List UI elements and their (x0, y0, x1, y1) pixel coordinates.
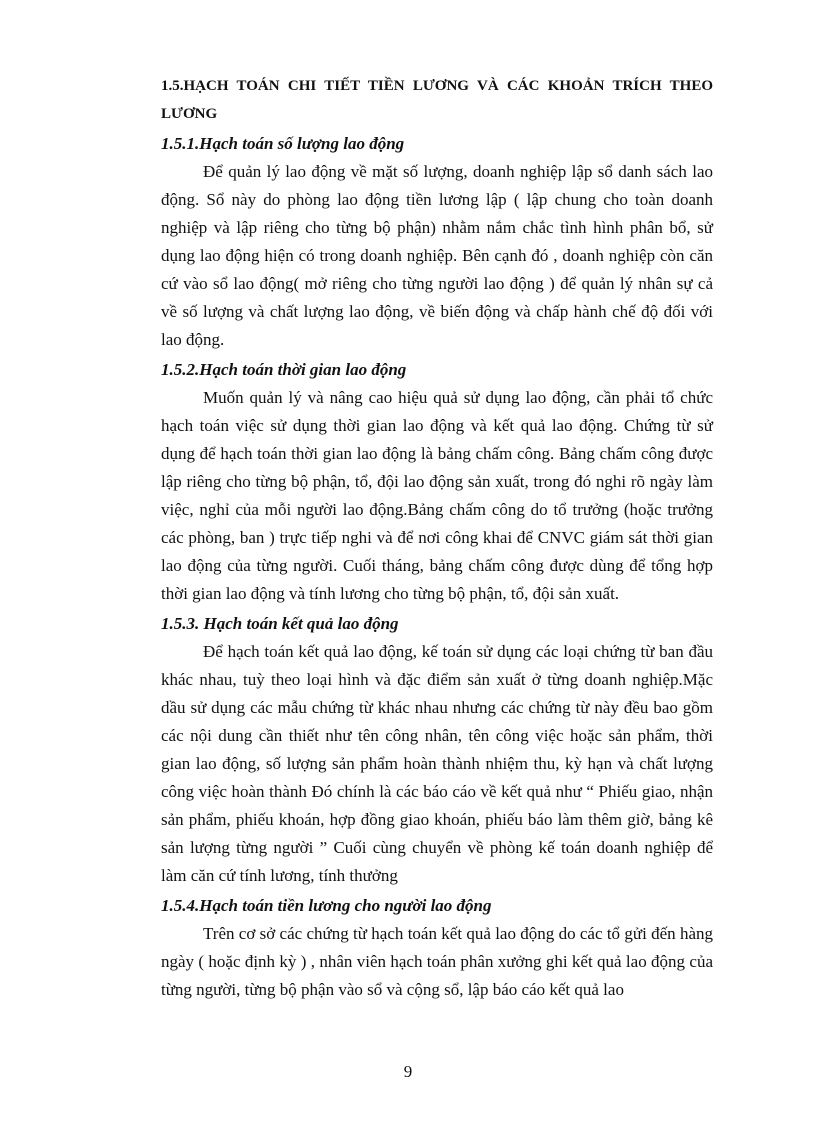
section-body-1-5-3: Để hạch toán kết quả lao động, kế toán sử dụng các loại chứng từ ban đầu khác nhau, tuỳ theo loại hình và đặc điểm sản xuất ở từng doanh nghiệp.Mặc dầu sử dụng các mẫu chứng từ khác nhau nhưng các chứng từ này đều bao gồm các nội dung cần thiết như tên công nhân, tên công việc hoặc sản phẩm, thời gian lao động, số lượng sản phẩm hoàn thành nhiệm thu, kỳ hạn và chất lượng công việc hoàn thành Đó chính là các báo cáo về kết quả như “ Phiếu giao, nhận sản phẩm, phiếu khoán, hợp đồng giao khoán, phiếu báo làm thêm giờ, bảng kê sản lượng từng người ” Cuối cùng chuyển về phòng kế toán doanh nghiệp để làm căn cứ tính lương, tính thưởng (161, 642, 713, 885)
page-content (161, 72, 713, 1004)
section-heading-1-5-2: 1.5.2.Hạch toán thời gian lao động (161, 360, 407, 379)
section-body-1-5-2: Muốn quản lý và nâng cao hiệu quả sử dụng lao động, cần phải tổ chức hạch toán việc sử dụng thời gian lao động và kết quả lao động. Chứng từ sử dụng để hạch toán thời gian lao động là bảng chấm công. Bảng chấm công được lập riêng cho từng bộ phận, tổ, đội lao động sản xuất, trong đó nghi rõ ngày làm việc, nghỉ của mỗi người lao động.Bảng chấm công do tổ trưởng (hoặc trưởng các phòng, ban ) trực tiếp nghi và để nơi công khai để CNVC giám sát thời gian lao động của từng người. Cuối tháng, bảng chấm công được dùng để tổng hợp thời gian lao động và tính lương cho từng bộ phận, tổ, đội sản xuất. (161, 388, 713, 603)
chapter-title-line-2: LƯƠNG (161, 106, 218, 122)
page-number: 9 (403, 1062, 413, 1081)
section-heading-1-5-3: 1.5.3. Hạch toán kết quả lao động (161, 614, 399, 633)
section-heading-1-5-1: 1.5.1.Hạch toán số lượng lao động (161, 134, 405, 153)
chapter-title-line-1: 1.5.HẠCH TOÁN CHI TIẾT TIỀN LƯƠNG VÀ CÁC KHOẢN TRÍCH THEO (161, 78, 713, 94)
section-body-1-5-4: Trên cơ sở các chứng từ hạch toán kết quả lao động do các tổ gửi đến hàng ngày ( hoặc định kỳ ) , nhân viên hạch toán phân xưởng ghi kết quả lao động của từng người, từng bộ phận vào sổ và cộng sổ, lập báo cáo kết quả lao (161, 924, 713, 999)
section-heading-1-5-4: 1.5.4.Hạch toán tiền lương cho người lao động (161, 896, 492, 915)
section-body-1-5-1: Để quản lý lao động về mặt số lượng, doanh nghiệp lập sổ danh sách lao động. Sổ này do phòng lao động tiền lương lập ( lập chung cho toàn doanh nghiệp và lập riêng cho từng bộ phận) nhằm nắm chắc tình hình phân bổ, sử dụng lao động hiện có trong doanh nghiệp. Bên cạnh đó , doanh nghiệp còn căn cứ vào sổ lao động( mở riêng cho từng người lao động ) để quản lý nhân sự cả về số lượng và chất lượng lao động, về biến động và chấp hành chế độ đối với lao động. (161, 162, 713, 349)
